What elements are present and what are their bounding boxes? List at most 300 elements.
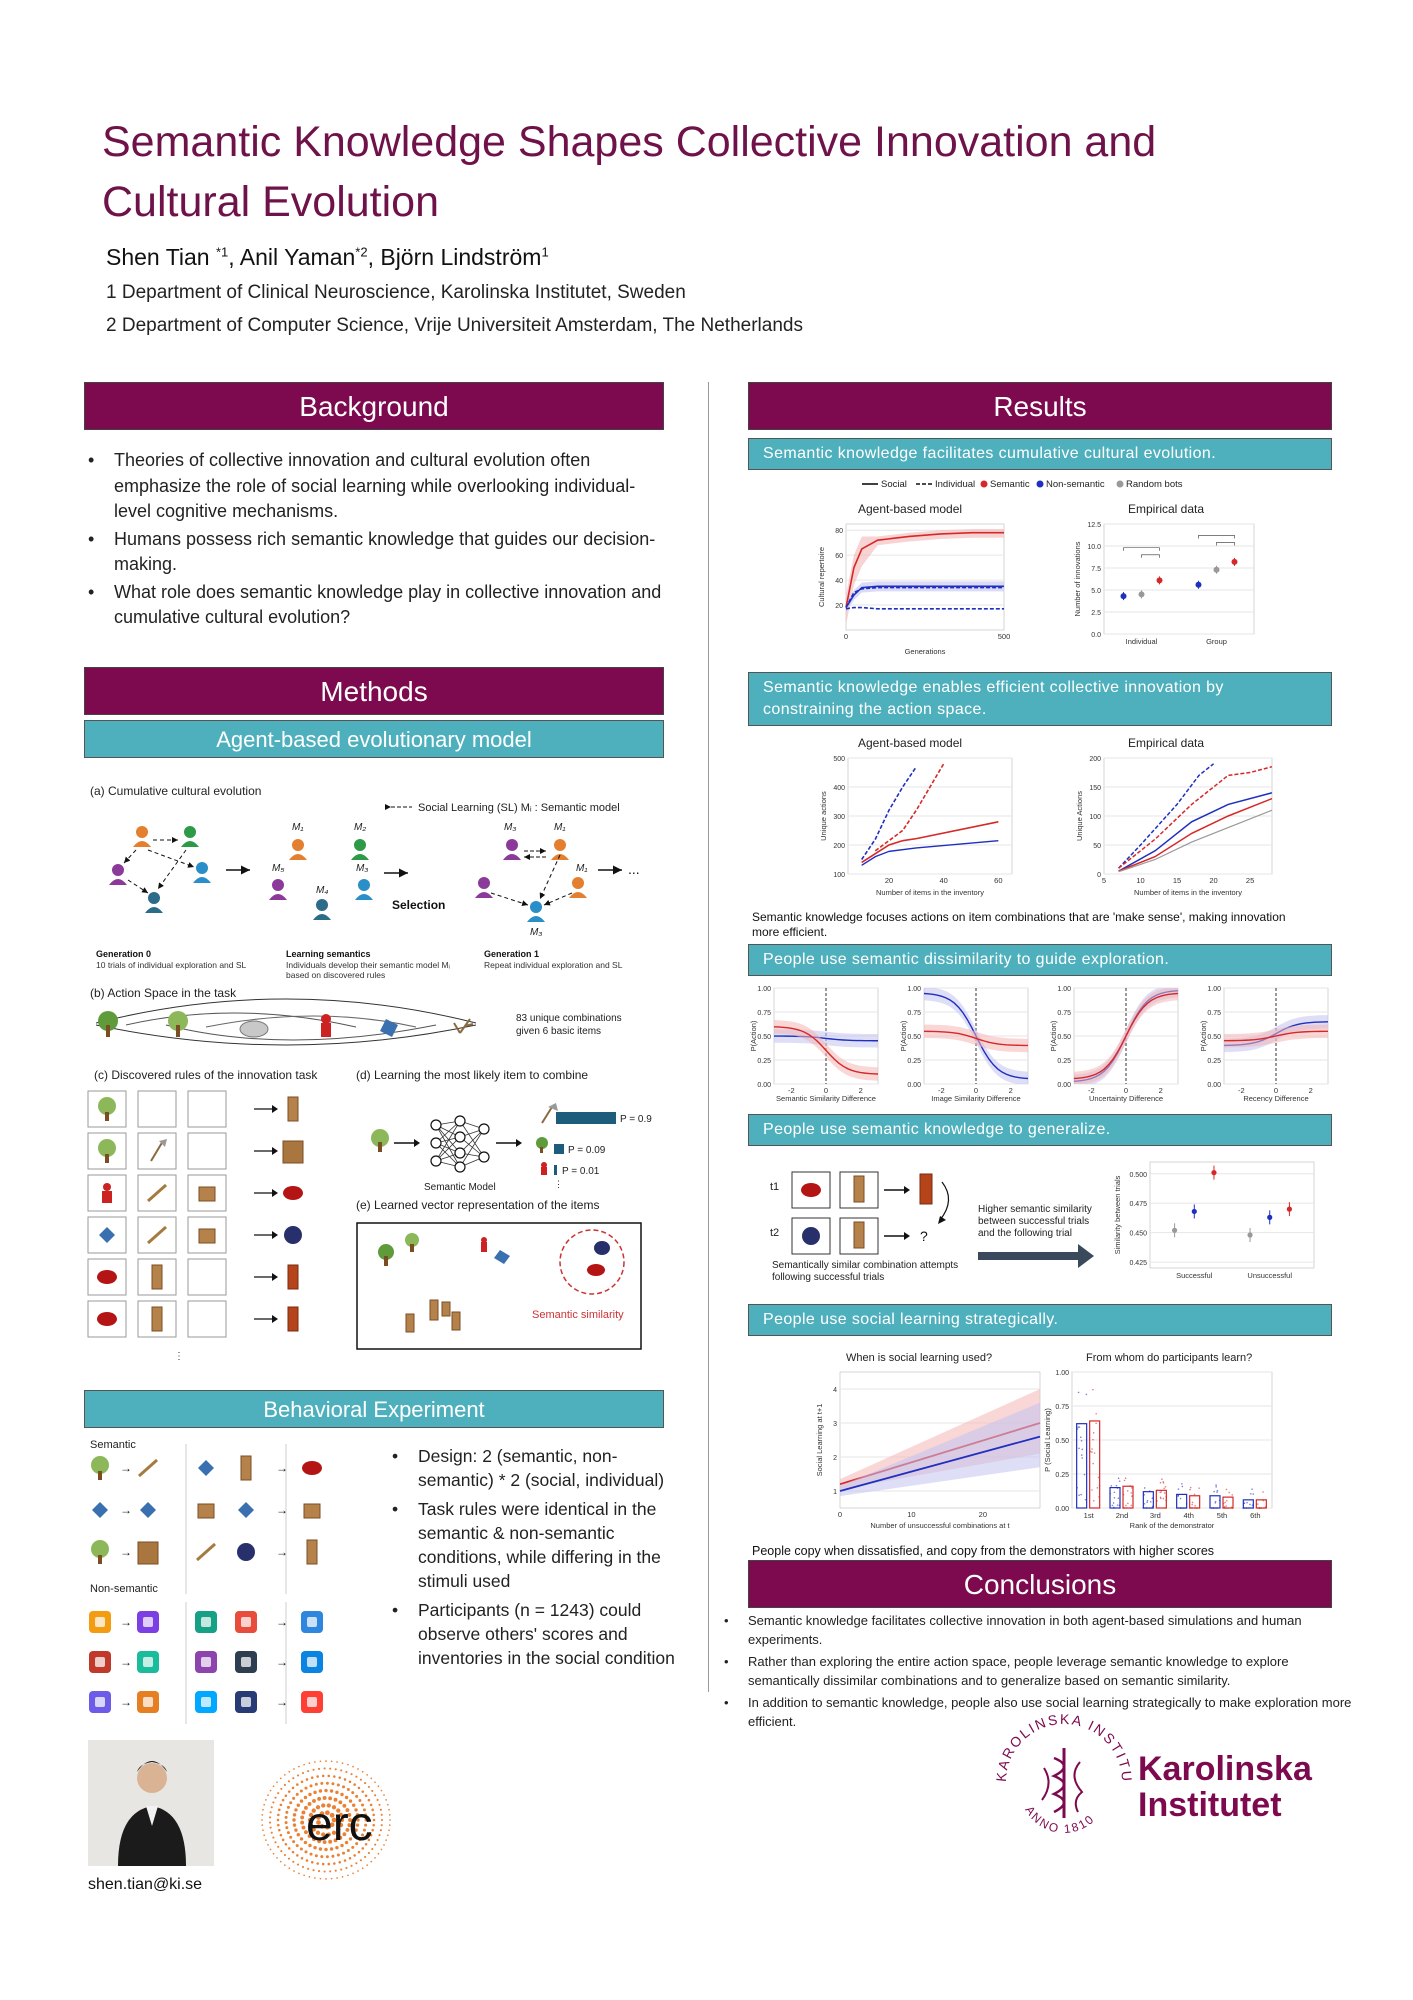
jitter-point	[1224, 1506, 1226, 1508]
jitter-point	[1164, 1492, 1166, 1494]
y-tick-label: 40	[835, 578, 843, 586]
erc-dot	[272, 1837, 274, 1839]
item-slot	[188, 1133, 226, 1169]
innovations-chart	[1070, 518, 1270, 658]
erc-dot	[340, 1793, 343, 1796]
emp-title-2: Empirical data	[1128, 736, 1205, 750]
crystal-icon	[198, 1460, 214, 1476]
jitter-point	[1095, 1413, 1097, 1415]
erc-dot	[265, 1799, 267, 1801]
erc-dot	[342, 1762, 344, 1764]
erc-dot	[336, 1761, 338, 1763]
blue-ore-icon	[284, 1226, 302, 1244]
wood-log-icon	[152, 1307, 162, 1331]
jitter-point	[1094, 1452, 1096, 1454]
abstract-symbol-icon	[241, 1657, 251, 1667]
r5-right-title: From whom do participants learn?	[1086, 1352, 1253, 1364]
jitter-point	[1224, 1502, 1226, 1504]
stick-icon	[139, 1460, 157, 1476]
red-dye-icon	[587, 1264, 605, 1276]
x-axis-label: Recency Difference	[1243, 1094, 1309, 1103]
jitter-point	[1225, 1505, 1227, 1507]
p-label: P = 0.09	[568, 1145, 606, 1156]
jitter-point	[1194, 1494, 1196, 1496]
x-tick-label: 0	[973, 1086, 979, 1095]
erc-dot	[274, 1841, 276, 1843]
jitter-point	[1093, 1432, 1095, 1434]
erc-dot	[288, 1771, 290, 1773]
data-point	[1157, 577, 1163, 583]
person-icon	[133, 826, 151, 847]
jitter-point	[1093, 1500, 1095, 1502]
item-slot	[138, 1091, 176, 1127]
x-axis-label: Generations	[904, 647, 946, 656]
jitter-point	[1181, 1483, 1183, 1485]
x-tick-label: 6th	[1250, 1511, 1261, 1520]
t2-label: t2	[770, 1227, 780, 1239]
x-tick-label: 60	[994, 876, 1003, 885]
jitter-point	[1215, 1484, 1217, 1486]
crystal-icon	[92, 1502, 108, 1518]
erc-dot	[349, 1857, 352, 1860]
m-label: M₁	[554, 822, 566, 833]
erc-dot	[329, 1768, 331, 1770]
y-tick-label: 1.00	[757, 986, 771, 993]
jitter-point	[1080, 1436, 1082, 1438]
erc-dot	[373, 1819, 376, 1822]
item-slot	[188, 1091, 226, 1127]
erc-dot	[320, 1855, 323, 1858]
erc-dot	[288, 1780, 290, 1782]
erc-dot	[337, 1784, 340, 1787]
results-legend	[860, 476, 1220, 492]
fig-c-label: (c) Discovered rules of the innovation task	[94, 1068, 318, 1082]
erc-dot	[358, 1787, 361, 1790]
arrow-head	[272, 1105, 278, 1113]
jitter-point	[1150, 1501, 1152, 1503]
erc-dot	[309, 1762, 311, 1764]
erc-dot	[322, 1775, 325, 1778]
erc-dot	[331, 1878, 333, 1880]
erc-dot	[357, 1768, 359, 1770]
erc-dot	[301, 1780, 304, 1783]
semantic-label: Semantic	[90, 1439, 136, 1451]
erc-dot	[306, 1778, 309, 1781]
x-tick-label: 20	[978, 1510, 988, 1519]
result-2-heading: Semantic knowledge enables efficient collective innovation by constraining the action space.	[748, 672, 1332, 726]
person-icon	[269, 879, 287, 900]
jitter-point	[1091, 1451, 1093, 1453]
abm-title-2: Agent-based model	[858, 736, 963, 750]
erc-dot	[296, 1844, 299, 1847]
erc-dot	[364, 1782, 366, 1784]
jitter-point	[1091, 1489, 1093, 1491]
result-3-heading: People use semantic dissimilarity to guide exploration.	[748, 944, 1332, 976]
erc-dot	[368, 1786, 370, 1788]
y-tick-label: 0.50	[907, 1034, 921, 1041]
jitter-point	[1213, 1491, 1215, 1493]
erc-dot	[288, 1867, 290, 1869]
x-tick-label: 2	[858, 1086, 863, 1095]
arrow-glyph: →	[276, 1545, 288, 1559]
erc-dot	[292, 1818, 295, 1821]
abstract-symbol-icon	[143, 1657, 153, 1667]
y-tick-label: 2	[833, 1455, 837, 1462]
x-tick-label: 0	[843, 632, 849, 641]
jitter-point	[1127, 1503, 1129, 1505]
erc-dot	[357, 1870, 359, 1872]
erc-dot	[285, 1811, 288, 1814]
erc-dot	[267, 1844, 269, 1846]
erc-dot	[277, 1792, 279, 1794]
cultural-evolution-diagram	[86, 775, 666, 985]
tree-icon	[536, 1137, 548, 1153]
erc-dot	[328, 1775, 331, 1778]
erc-dot	[294, 1828, 297, 1831]
result-5-heading: People use social learning strategically.	[748, 1304, 1332, 1336]
wood-log-icon	[452, 1312, 460, 1330]
erc-dot	[292, 1777, 294, 1779]
erc-dot	[292, 1861, 294, 1863]
r5-left-title: When is social learning used?	[846, 1352, 993, 1364]
erc-dot	[293, 1768, 295, 1770]
erc-dot	[337, 1853, 340, 1856]
x-tick-label: 25	[1245, 876, 1255, 885]
erc-dot	[329, 1870, 331, 1872]
erc-dot	[284, 1774, 286, 1776]
x-tick-label: 1st	[1083, 1511, 1094, 1520]
erc-dot	[374, 1794, 376, 1796]
erc-dot	[342, 1876, 344, 1878]
x-tick-label: 2nd	[1115, 1511, 1129, 1520]
learning-title: Learning semantics	[286, 949, 371, 959]
y-tick-label: 0.75	[1055, 1404, 1069, 1411]
jitter-point	[1228, 1492, 1230, 1494]
legend-individual: Individual	[935, 479, 976, 490]
erc-dot	[297, 1774, 299, 1776]
jitter-point	[1262, 1491, 1264, 1493]
abstract-symbol-icon	[201, 1697, 211, 1707]
jitter-point	[1159, 1491, 1161, 1493]
legend-social: Social	[881, 479, 907, 490]
erc-dot	[280, 1850, 282, 1852]
x-tick-label: 40	[939, 876, 948, 885]
wood-log-icon	[854, 1222, 864, 1248]
jitter-point	[1160, 1482, 1162, 1484]
x-tick-label: 2	[1008, 1086, 1013, 1095]
jitter-point	[1117, 1504, 1119, 1506]
x-axis-label: Number of items in the inventory	[876, 888, 984, 897]
erc-dot	[310, 1853, 313, 1856]
author-3: , Björn Lindström	[367, 244, 542, 270]
y-tick-label: 2.5	[1091, 610, 1101, 617]
erc-dot	[361, 1790, 364, 1793]
jitter-point	[1118, 1497, 1120, 1499]
x-tick-label: 0	[837, 1510, 843, 1519]
erc-dot	[293, 1870, 295, 1872]
erc-dot	[350, 1773, 352, 1775]
jitter-point	[1092, 1389, 1094, 1391]
erc-dot	[350, 1865, 352, 1867]
jitter-point	[1191, 1504, 1193, 1506]
y-tick-label: 0.75	[907, 1010, 921, 1017]
fig-a-label: (a) Cumulative cultural evolution	[90, 784, 262, 798]
x-tick-label: -2	[937, 1086, 945, 1095]
abstract-symbol-icon	[201, 1617, 211, 1627]
author-2-sup: *2	[355, 244, 368, 260]
probability-bar	[556, 1112, 616, 1124]
x-axis-label: Rank of the demonstrator	[1129, 1521, 1215, 1530]
erc-dot	[368, 1852, 370, 1854]
seal-year: ANNO 1810	[1022, 1803, 1098, 1837]
erc-dot	[274, 1797, 276, 1799]
red-dye-icon	[302, 1461, 322, 1475]
jitter-point	[1091, 1448, 1093, 1450]
arrow-glyph: →	[276, 1655, 288, 1669]
erc-dot	[298, 1873, 300, 1875]
item-slot	[188, 1301, 226, 1337]
jitter-point	[1124, 1480, 1126, 1482]
data-point	[1232, 559, 1238, 565]
non-semantic-label: Non-semantic	[90, 1583, 158, 1595]
y-tick-label: 200	[833, 843, 845, 850]
data-point	[1211, 1170, 1216, 1175]
x-axis-label: Number of unsuccessful combinations at t	[870, 1521, 1010, 1530]
erc-dot	[383, 1844, 385, 1846]
karolinska-logo	[988, 1710, 1328, 1860]
erc-dot	[314, 1761, 316, 1763]
arrow-glyph: →	[120, 1461, 132, 1475]
erc-dot	[300, 1837, 303, 1840]
erc-dot	[338, 1776, 341, 1779]
data-point	[1196, 582, 1202, 588]
arrow-glyph: →	[276, 1615, 288, 1629]
background-bullets	[86, 448, 666, 631]
y-axis-label: Unique actions	[819, 791, 828, 841]
jitter-point	[1192, 1502, 1194, 1504]
erc-dot	[374, 1781, 376, 1783]
jitter-point	[1215, 1486, 1217, 1488]
erc-dot	[351, 1791, 354, 1794]
title-line-2: Cultural Evolution	[102, 178, 440, 226]
behavioral-bullet: • Participants (n = 1243) could observe others' scores and inventories in the social condition	[390, 1598, 690, 1670]
red-dye-icon	[283, 1186, 303, 1200]
erc-dot	[282, 1799, 285, 1802]
probability-bar	[554, 1165, 557, 1175]
erc-dot	[374, 1857, 376, 1859]
erc-dot	[302, 1772, 304, 1774]
jitter-point	[1086, 1394, 1088, 1396]
erc-dot	[284, 1784, 286, 1786]
jitter-point	[1180, 1498, 1182, 1500]
arrow-head	[272, 1147, 278, 1155]
jitter-point	[1257, 1503, 1259, 1505]
erc-dot	[387, 1834, 389, 1836]
figure-icon	[541, 1162, 547, 1175]
jitter-point	[1127, 1490, 1129, 1492]
fig-a-legend: Social Learning (SL) Mᵢ : Semantic model	[418, 802, 620, 814]
tree-icon	[105, 1112, 109, 1121]
person-icon	[181, 826, 199, 847]
p-label: P = 0.01	[562, 1166, 600, 1177]
jitter-point	[1081, 1449, 1083, 1451]
red-dye-icon	[97, 1270, 117, 1284]
semantic-model-label: Semantic Model	[424, 1182, 496, 1193]
erc-dot	[273, 1785, 275, 1787]
erc-dot	[278, 1809, 281, 1812]
jitter-point	[1084, 1474, 1086, 1476]
jitter-point	[1119, 1480, 1121, 1482]
erc-dot	[362, 1771, 364, 1773]
y-tick-label: 100	[833, 872, 845, 879]
erc-dot	[298, 1766, 300, 1768]
fig-b-note-1: 83 unique combinations	[516, 1013, 622, 1024]
y-tick-label: 200	[1089, 756, 1101, 763]
erc-dot	[338, 1861, 341, 1864]
erc-dot	[311, 1861, 314, 1864]
erc-dot	[270, 1827, 272, 1829]
erc-dot	[378, 1785, 380, 1787]
erc-dot	[296, 1783, 299, 1786]
erc-dot	[340, 1769, 342, 1771]
erc-dot	[302, 1866, 304, 1868]
generalization-arrow-text: Higher semantic similarity between successful trials and the following trial	[978, 1204, 1092, 1239]
erc-dot	[340, 1869, 342, 1871]
erc-dot	[306, 1859, 309, 1862]
x-tick-label: Successful	[1176, 1271, 1213, 1280]
y-tick-label: 0.25	[1057, 1058, 1071, 1065]
erc-dot	[326, 1855, 329, 1858]
generalization-diagram	[760, 1160, 1100, 1290]
author-3-sup: 1	[541, 244, 549, 260]
erc-dot	[355, 1776, 357, 1778]
erc-dot	[297, 1864, 299, 1866]
y-tick-label: 0.00	[1207, 1082, 1221, 1089]
y-tick-label: 4	[833, 1387, 837, 1394]
y-axis-label: P(Action)	[749, 1020, 758, 1052]
erc-dot	[360, 1859, 362, 1861]
erc-dot	[296, 1854, 299, 1857]
jitter-point	[1226, 1489, 1228, 1491]
tree-icon	[168, 1011, 188, 1037]
legend-non-semantic: Non-semantic	[1046, 479, 1105, 490]
x-tick-label: 10	[907, 1510, 916, 1519]
erc-dot	[284, 1864, 286, 1866]
erc-dot	[360, 1779, 362, 1781]
jitter-point	[1147, 1500, 1149, 1502]
erc-dot	[313, 1791, 316, 1794]
jitter-point	[1080, 1494, 1082, 1496]
x-tick-label: Unsuccessful	[1247, 1271, 1293, 1280]
erc-dot	[380, 1829, 382, 1831]
probability-bar	[554, 1144, 564, 1154]
conclusions-bullet: • In addition to semantic knowledge, people also use social learning strategically to make exploration more efficient.	[722, 1694, 1352, 1731]
affiliation-1: 1 Department of Clinical Neuroscience, Karolinska Institutet, Sweden	[106, 282, 686, 303]
red-log-icon	[288, 1307, 298, 1331]
jitter-point	[1226, 1500, 1228, 1502]
action-space-figure	[86, 985, 666, 1055]
abstract-symbol-icon	[143, 1617, 153, 1627]
erc-dot	[271, 1806, 273, 1808]
erc-dot	[374, 1844, 376, 1846]
erc-dot	[319, 1789, 322, 1792]
generalization-note: Semantically similar combination attempts following successful trials	[772, 1260, 959, 1283]
y-tick-label: 0.500	[1129, 1171, 1147, 1179]
arrow-head	[272, 1273, 278, 1281]
person-icon	[289, 839, 307, 860]
jitter-point	[1146, 1502, 1148, 1504]
erc-dot	[273, 1853, 275, 1855]
y-axis-label: P(Action)	[1049, 1020, 1058, 1052]
erc-dot	[300, 1815, 304, 1819]
erc-dot	[277, 1824, 280, 1827]
behavioral-bullet: • Design: 2 (semantic, non-semantic) * 2 (social, individual)	[390, 1444, 690, 1492]
erc-dot	[347, 1788, 350, 1791]
erc-dot	[381, 1824, 383, 1826]
y-tick-label: 1.00	[907, 986, 921, 993]
y-tick-label: 300	[833, 814, 845, 821]
background-bullet: • What role does semantic knowledge play in collective innovation and cumulative cultural evolution?	[86, 580, 666, 631]
erc-dot	[349, 1780, 352, 1783]
erc-dot	[318, 1768, 320, 1770]
x-tick-label: 0	[1123, 1086, 1129, 1095]
y-tick-label: 10.0	[1087, 544, 1101, 551]
m-label: M₁	[292, 822, 304, 833]
abstract-symbol-icon	[241, 1697, 251, 1707]
person-icon	[109, 864, 127, 885]
wood-log-icon	[442, 1302, 450, 1316]
jitter-point	[1078, 1494, 1080, 1496]
item-slot	[188, 1259, 226, 1295]
person-icon	[503, 839, 521, 860]
conclusions-bullet: • Semantic knowledge facilitates collective innovation in both agent-based simulations and human experiments.	[722, 1612, 1352, 1649]
data-point	[1121, 593, 1127, 599]
erc-dot	[302, 1826, 306, 1830]
arrow-glyph: →	[276, 1461, 288, 1475]
figure-icon	[321, 1014, 331, 1037]
arrow-glyph: →	[120, 1545, 132, 1559]
m-label: M₅	[272, 863, 285, 874]
erc-dot	[300, 1821, 304, 1825]
arrow-glyph: →	[276, 1503, 288, 1517]
stimuli-figure	[86, 1434, 376, 1724]
erc-dot	[315, 1783, 318, 1786]
result-2-caption: Semantic knowledge focuses actions on item combinations that are 'make sense', making innovation more efficient.	[752, 910, 1286, 939]
erc-dot	[280, 1788, 282, 1790]
abstract-symbol-icon	[307, 1617, 317, 1627]
erc-dot	[292, 1840, 295, 1843]
y-tick-label: 0.425	[1129, 1260, 1147, 1268]
erc-dot	[312, 1869, 314, 1871]
stick-icon	[197, 1544, 215, 1560]
erc-dot	[289, 1801, 292, 1804]
erc-dot	[324, 1789, 327, 1792]
data-point	[1192, 1209, 1197, 1214]
contact-email[interactable]: shen.tian@ki.se	[88, 1876, 203, 1893]
y-tick-label: 0.450	[1129, 1230, 1147, 1238]
erc-dot	[277, 1846, 279, 1848]
erc-dot	[364, 1856, 366, 1858]
m-label: M₃	[356, 863, 369, 874]
behavioral-bullet: • Task rules were identical in the semantic & non-semantic conditions, while differing in the stimuli used	[390, 1497, 690, 1593]
jitter-point	[1081, 1440, 1083, 1442]
y-tick-label: 0.75	[757, 1010, 771, 1017]
fig-e-label: (e) Learned vector representation of the items	[356, 1198, 600, 1212]
m-label: M₄	[316, 885, 329, 896]
erc-dot	[263, 1834, 265, 1836]
erc-dot	[303, 1874, 305, 1876]
x-tick-label: 5th	[1216, 1511, 1228, 1520]
